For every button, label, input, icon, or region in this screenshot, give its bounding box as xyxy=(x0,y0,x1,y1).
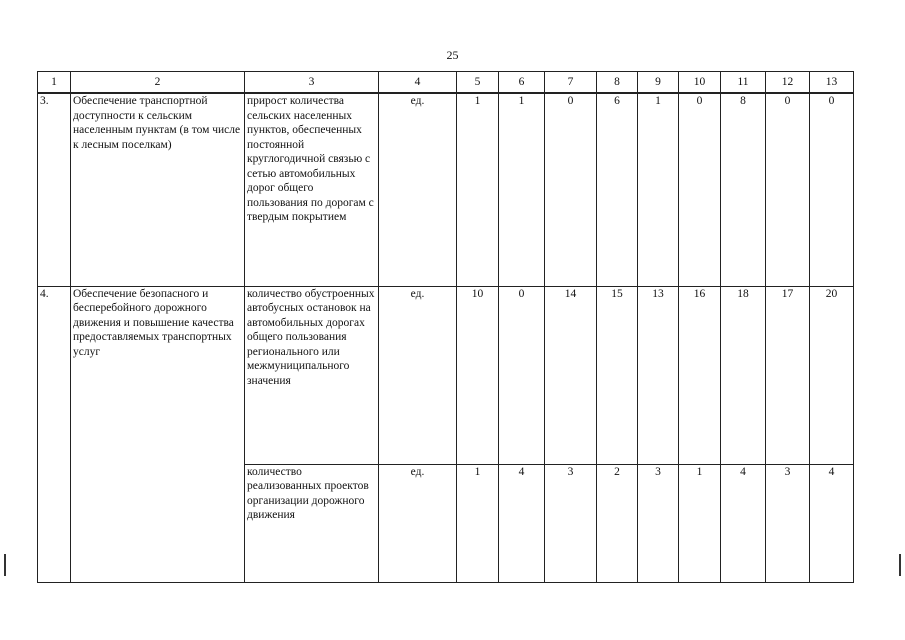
table-row xyxy=(38,286,854,464)
value-cell: 1 xyxy=(638,93,679,286)
value-cell: 1 xyxy=(457,464,499,582)
value-cell: 17 xyxy=(766,286,810,464)
value-cell: 4 xyxy=(721,464,766,582)
unit-cell: ед. xyxy=(379,464,457,582)
value-cell: 3 xyxy=(766,464,810,582)
value-cell: 14 xyxy=(545,286,597,464)
value-cell: 0 xyxy=(499,286,545,464)
indicator-cell: прирост количества сельских населенных пунктов, обеспеченных постоянной круглогодичной связью с сетью автомобильных дорог общего пользования по дорогам с твердым покрытием xyxy=(245,93,379,286)
value-cell: 8 xyxy=(721,93,766,286)
value-cell: 20 xyxy=(810,286,854,464)
column-header: 11 xyxy=(721,72,766,94)
page-number: 25 xyxy=(446,48,459,62)
value-cell: 2 xyxy=(597,464,638,582)
table-row xyxy=(38,93,854,286)
table-header-row xyxy=(38,72,854,94)
column-header: 1 xyxy=(38,72,71,94)
value-cell: 3 xyxy=(545,464,597,582)
value-cell: 0 xyxy=(679,93,721,286)
column-header: 6 xyxy=(499,72,545,94)
unit-cell: ед. xyxy=(379,286,457,464)
column-header: 5 xyxy=(457,72,499,94)
indicator-cell: количество реализованных проектов организации дорожного движения xyxy=(245,464,379,582)
unit-cell: ед. xyxy=(379,93,457,286)
value-cell: 1 xyxy=(457,93,499,286)
value-cell: 16 xyxy=(679,286,721,464)
value-cell: 0 xyxy=(810,93,854,286)
row-number: 4. xyxy=(38,286,71,582)
value-cell: 1 xyxy=(499,93,545,286)
value-cell: 10 xyxy=(457,286,499,464)
row-number: 3. xyxy=(38,93,71,286)
value-cell: 0 xyxy=(545,93,597,286)
indicators-table xyxy=(37,71,854,583)
task-cell: Обеспечение безопасного и бесперебойного дорожного движения и повышение качества предоставляемых транспортных услуг xyxy=(71,286,245,582)
value-cell: 13 xyxy=(638,286,679,464)
task-cell: Обеспечение транспортной доступности к сельским населенным пунктам (в том числе к лесным поселкам) xyxy=(71,93,245,286)
value-cell: 4 xyxy=(810,464,854,582)
value-cell: 15 xyxy=(597,286,638,464)
indicator-cell: количество обустроенных автобусных остановок на автомобильных дорогах общего пользования регионального или межмуниципального значения xyxy=(245,286,379,464)
value-cell: 6 xyxy=(597,93,638,286)
value-cell: 4 xyxy=(499,464,545,582)
column-header: 3 xyxy=(245,72,379,94)
column-header: 12 xyxy=(766,72,810,94)
column-header: 7 xyxy=(545,72,597,94)
value-cell: 3 xyxy=(638,464,679,582)
column-header: 9 xyxy=(638,72,679,94)
column-header: 10 xyxy=(679,72,721,94)
column-header: 2 xyxy=(71,72,245,94)
column-header: 8 xyxy=(597,72,638,94)
value-cell: 1 xyxy=(679,464,721,582)
column-header: 4 xyxy=(379,72,457,94)
value-cell: 0 xyxy=(766,93,810,286)
column-header: 13 xyxy=(810,72,854,94)
value-cell: 18 xyxy=(721,286,766,464)
scan-mark-left xyxy=(4,554,6,576)
scan-mark-right xyxy=(899,554,901,576)
